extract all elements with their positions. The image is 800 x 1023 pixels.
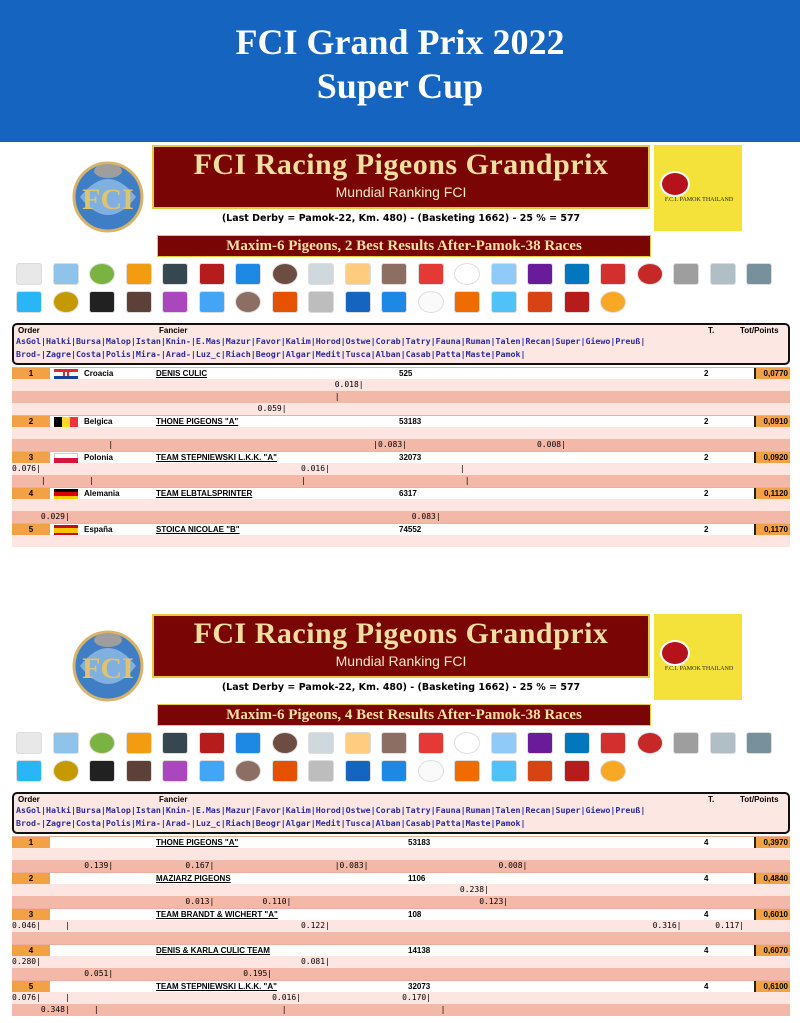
sponsor-logo-icon: [126, 760, 152, 782]
fci-logo: [60, 151, 156, 235]
sponsor-logo-icon: [126, 263, 152, 285]
sponsor-logo-icon: [308, 291, 334, 313]
sponsor-logo-icon: [491, 732, 517, 754]
sponsor-logo-icon: [126, 732, 152, 754]
sponsor-logo-icon: [199, 760, 225, 782]
sponsor-logo-icon: [564, 760, 590, 782]
row-points: 0,0770: [754, 368, 790, 379]
sponsor-logo-icon: [454, 760, 480, 782]
sponsor-logo-icon: [418, 263, 444, 285]
row-results-line: [12, 379, 790, 391]
row-order: 1: [12, 837, 50, 848]
flag-alemania-icon: [54, 489, 78, 499]
ranking-row: [12, 836, 790, 872]
row-results-values: 0.013| 0.110| 0.123|: [12, 897, 509, 906]
row-results-line: [12, 403, 790, 415]
sponsor-logo-icon: [527, 760, 553, 782]
row-results-line: [12, 535, 790, 547]
sponsor-logo-icon: [381, 760, 407, 782]
race-codes-line-1: AsGol|Halki|Bursa|Malop|Istan|Knin-|E.Mas|Mazur|Favor|Kalim|Horod|Ostwe|Corab|Tatry|Fauna|Ruman|Talen|Recan|Super|Giewo|Preuß|: [16, 336, 646, 346]
ranking-row: [12, 980, 790, 1016]
row-t: 2: [704, 525, 709, 534]
row-main-line: [12, 836, 790, 848]
sponsor-logo-icon: [162, 263, 188, 285]
sponsor-logo-icon: [308, 760, 334, 782]
row-order: 2: [12, 873, 50, 884]
sponsor-logo-icon: [235, 760, 261, 782]
svg-text:FCI: FCI: [82, 652, 134, 685]
sponsor-logo-icon: [89, 263, 115, 285]
row-main-line: [12, 980, 790, 992]
sponsor-logo-icon: [564, 732, 590, 754]
ranking-rows: [12, 836, 790, 1016]
sponsor-logos: [12, 730, 790, 788]
flag-croacia-icon: [54, 369, 78, 379]
sponsor-logo-icon: [235, 263, 261, 285]
row-results-line: [12, 860, 790, 872]
ranking-row: [12, 367, 790, 415]
sponsor-logo-icon: [600, 732, 626, 754]
header-fancier: Fancier: [159, 326, 188, 335]
ranking-row: [12, 944, 790, 980]
sponsor-logo-icon: [308, 263, 334, 285]
sponsor-logo-icon: [16, 291, 42, 313]
sponsor-logo-icon: [16, 263, 42, 285]
row-points: 0,4840: [754, 873, 790, 884]
sponsor-logo-icon: [345, 263, 371, 285]
row-country: Belgica: [84, 417, 113, 426]
row-order: 4: [12, 945, 50, 956]
row-fancier: DENIS & KARLA CULIC TEAM: [156, 946, 270, 955]
pamok-logo-text: F.C.I. PAMOK THAILAND: [664, 666, 734, 672]
sponsor-logo-icon: [710, 732, 736, 754]
flag-polonia-icon: [54, 453, 78, 463]
sponsor-logo-icon: [345, 760, 371, 782]
row-country: Alemania: [84, 489, 120, 498]
row-main-line: [12, 367, 790, 379]
row-ring: 14138: [408, 946, 431, 955]
header-order: Order: [18, 326, 40, 335]
row-country: Polonia: [84, 453, 113, 462]
sponsor-logo-icon: [454, 291, 480, 313]
row-ring: 74552: [399, 525, 422, 534]
sponsor-logo-icon: [637, 732, 663, 754]
grandprix-title: FCI Racing Pigeons Grandprix: [193, 148, 609, 181]
row-ring: 53183: [408, 838, 431, 847]
row-t: 2: [704, 489, 709, 498]
row-results-line: [12, 848, 790, 860]
sponsor-logo-icon: [16, 760, 42, 782]
sponsor-logo-icon: [491, 760, 517, 782]
grandprix-subtitle: Mundial Ranking FCI: [335, 184, 467, 200]
derby-info: (Last Derby = Pamok-22, Km. 480) - (Basketing 1662) - 25 % = 577: [221, 682, 581, 693]
row-results-line: [12, 463, 790, 475]
sponsor-logo-icon: [673, 263, 699, 285]
table-header: [12, 323, 790, 365]
row-order: 3: [12, 452, 50, 463]
row-results-values: | |0.083| 0.008|: [12, 440, 566, 449]
row-ring: 1106: [408, 874, 426, 883]
pamok-seal-icon: [660, 640, 690, 666]
row-order: 5: [12, 981, 50, 992]
ranking-rows: [12, 367, 790, 547]
row-results-line: [12, 427, 790, 439]
row-t: 4: [704, 946, 709, 955]
sponsor-logo-icon: [272, 263, 298, 285]
sponsor-logo-icon: [673, 732, 699, 754]
grandprix-title: FCI Racing Pigeons Grandprix: [193, 617, 609, 650]
row-results-line: [12, 511, 790, 523]
row-order: 1: [12, 368, 50, 379]
row-points: 0,6070: [754, 945, 790, 956]
sponsor-logo-icon: [491, 291, 517, 313]
row-points: 0,0920: [754, 452, 790, 463]
row-results-line: [12, 920, 790, 932]
sponsor-logo-icon: [162, 732, 188, 754]
sponsor-logo-icon: [527, 291, 553, 313]
row-points: 0,6100: [754, 981, 790, 992]
row-results-line: [12, 932, 790, 944]
sponsor-logo-icon: [272, 291, 298, 313]
row-results-line: [12, 475, 790, 487]
header-t: T.: [708, 795, 715, 804]
svg-text:FCI: FCI: [82, 183, 134, 216]
row-results-values: 0.059|: [12, 404, 287, 413]
row-points: 0,3970: [754, 837, 790, 848]
race-codes-line-1: AsGol|Halki|Bursa|Malop|Istan|Knin-|E.Mas|Mazur|Favor|Kalim|Horod|Ostwe|Corab|Tatry|Fauna|Ruman|Talen|Recan|Super|Giewo|Preuß|: [16, 805, 646, 815]
row-results-line: [12, 439, 790, 451]
sponsor-logo-icon: [345, 291, 371, 313]
sponsor-logo-icon: [564, 291, 590, 313]
pamok-thailand-logo: [654, 614, 742, 700]
row-order: 3: [12, 909, 50, 920]
sponsor-logo-icon: [454, 263, 480, 285]
banner-subtitle: Super Cup: [316, 66, 484, 106]
row-points: 0,1170: [754, 524, 790, 535]
sponsor-logo-icon: [162, 291, 188, 313]
row-main-line: [12, 487, 790, 499]
row-results-values: 0.051| 0.195|: [12, 969, 273, 978]
row-fancier: THONE PIGEONS "A": [156, 417, 239, 426]
header-tot-points: Tot/Points: [740, 326, 779, 335]
ranking-section-1: [12, 143, 790, 533]
header-tot-points: Tot/Points: [740, 795, 779, 804]
sponsor-logo-icon: [53, 732, 79, 754]
race-codes-line-2: Brod-|Zagre|Costa|Polis|Mira-|Arad-|Luz_c|Riach|Beogr|Algar|Medit|Tusca|Alban|Casab|Patta|Maste|Pamok|: [16, 349, 526, 359]
sponsor-logo-icon: [381, 291, 407, 313]
sponsor-logo-icon: [600, 291, 626, 313]
sponsor-logo-icon: [527, 732, 553, 754]
sponsor-logo-icon: [454, 732, 480, 754]
sponsor-logo-icon: [345, 732, 371, 754]
sponsor-logo-icon: [53, 263, 79, 285]
sponsor-logo-icon: [199, 732, 225, 754]
row-results-values: 0.238|: [12, 885, 489, 894]
sponsor-logo-icon: [272, 760, 298, 782]
row-country: Croacia: [84, 369, 114, 378]
sponsor-logo-icon: [710, 263, 736, 285]
row-fancier: MAZIARZ PIGEONS: [156, 874, 231, 883]
row-results-values: 0.139| 0.167| |0.083| 0.008|: [12, 861, 528, 870]
row-order: 2: [12, 416, 50, 427]
row-country: España: [84, 525, 113, 534]
row-results-line: [12, 884, 790, 896]
sponsor-logo-icon: [746, 732, 772, 754]
row-ring: 108: [408, 910, 422, 919]
race-codes-line-2: Brod-|Zagre|Costa|Polis|Mira-|Arad-|Luz_c|Riach|Beogr|Algar|Medit|Tusca|Alban|Casab|Patta|Maste|Pamok|: [16, 818, 526, 828]
row-results-line: [12, 499, 790, 511]
header-fancier: Fancier: [159, 795, 188, 804]
row-t: 2: [704, 417, 709, 426]
sponsor-logo-icon: [199, 291, 225, 313]
sponsor-logo-icon: [235, 732, 261, 754]
row-t: 2: [704, 453, 709, 462]
row-ring: 32073: [408, 982, 431, 991]
row-fancier: TEAM ELBTALSPRINTER: [156, 489, 253, 498]
race-codes: [16, 804, 788, 830]
row-results-line: [12, 391, 790, 403]
sponsor-logo-icon: [272, 732, 298, 754]
fci-logo: [60, 620, 156, 704]
sponsor-logo-icon: [637, 263, 663, 285]
row-results-values: 0.046| | 0.122| 0.316| 0.117|: [12, 921, 745, 930]
sponsor-logo-icon: [381, 263, 407, 285]
table-header: [12, 792, 790, 834]
row-results-line: [12, 1004, 790, 1016]
row-results-values: 0.076| 0.016| |: [12, 464, 465, 473]
grandprix-title-box: [152, 145, 650, 209]
row-points: 0,0910: [754, 416, 790, 427]
row-order: 4: [12, 488, 50, 499]
ranking-row: [12, 415, 790, 451]
pamok-thailand-logo: [654, 145, 742, 231]
sponsor-logo-icon: [89, 732, 115, 754]
row-results-values: 0.280| 0.081|: [12, 957, 330, 966]
flag-belgica-icon: [54, 417, 78, 427]
row-fancier: STOICA NICOLAE "B": [156, 525, 240, 534]
sponsor-logos: [12, 261, 790, 319]
sponsor-logo-icon: [418, 760, 444, 782]
row-fancier: TEAM BRANDT & WICHERT "A": [156, 910, 278, 919]
row-ring: 6317: [399, 489, 417, 498]
row-main-line: [12, 944, 790, 956]
sponsor-logo-icon: [235, 291, 261, 313]
sponsor-logo-icon: [126, 291, 152, 313]
row-t: 4: [704, 874, 709, 883]
row-t: 4: [704, 982, 709, 991]
sponsor-logo-icon: [418, 732, 444, 754]
ranking-subtitle: Maxim-6 Pigeons, 4 Best Results After-Pamok-38 Races: [157, 704, 651, 726]
row-main-line: [12, 523, 790, 535]
sponsor-logo-icon: [746, 263, 772, 285]
row-results-values: | | | |: [12, 476, 470, 485]
row-fancier: DENIS CULIC: [156, 369, 208, 378]
race-codes: [16, 335, 788, 361]
derby-info: (Last Derby = Pamok-22, Km. 480) - (Basketing 1662) - 25 % = 577: [221, 213, 581, 224]
row-main-line: [12, 872, 790, 884]
sponsor-logo-icon: [89, 291, 115, 313]
sponsor-logo-icon: [16, 732, 42, 754]
row-results-line: [12, 956, 790, 968]
row-ring: 53183: [399, 417, 422, 426]
sponsor-logo-icon: [418, 291, 444, 313]
row-results-values: 0.076| | 0.016| 0.170|: [12, 993, 432, 1002]
ranking-row: [12, 487, 790, 523]
row-main-line: [12, 908, 790, 920]
sponsor-logo-icon: [527, 263, 553, 285]
grandprix-subtitle: Mundial Ranking FCI: [335, 653, 467, 669]
row-points: 0,6010: [754, 909, 790, 920]
header-order: Order: [18, 795, 40, 804]
sponsor-logo-icon: [600, 760, 626, 782]
row-results-values: |: [12, 392, 369, 401]
sponsor-logo-icon: [381, 732, 407, 754]
row-results-line: [12, 896, 790, 908]
row-order: 5: [12, 524, 50, 535]
sponsor-logo-icon: [53, 291, 79, 313]
sponsor-logo-icon: [162, 760, 188, 782]
row-results-line: [12, 992, 790, 1004]
sponsor-logo-icon: [308, 732, 334, 754]
row-fancier: THONE PIGEONS "A": [156, 838, 239, 847]
row-t: 2: [704, 369, 709, 378]
header-t: T.: [708, 326, 715, 335]
row-results-values: 0.018|: [12, 380, 364, 389]
row-fancier: TEAM STEPNIEWSKI L.K.K. "A": [156, 982, 277, 991]
row-main-line: [12, 415, 790, 427]
ranking-row: [12, 872, 790, 908]
sponsor-logo-icon: [53, 760, 79, 782]
row-t: 4: [704, 910, 709, 919]
sponsor-logo-icon: [491, 263, 517, 285]
sponsor-logo-icon: [600, 263, 626, 285]
sponsor-logo-icon: [89, 760, 115, 782]
flag-espana-icon: [54, 525, 78, 535]
ranking-row: [12, 908, 790, 944]
sponsor-logo-icon: [199, 263, 225, 285]
ranking-row: [12, 451, 790, 487]
row-t: 4: [704, 838, 709, 847]
ranking-subtitle: Maxim-6 Pigeons, 2 Best Results After-Pamok-38 Races: [157, 235, 651, 257]
sponsor-logo-icon: [564, 263, 590, 285]
pamok-logo-text: F.C.I. PAMOK THAILAND: [664, 197, 734, 203]
banner-title: FCI Grand Prix 2022: [235, 22, 565, 62]
ranking-section-2: [12, 612, 790, 1014]
row-results-line: [12, 968, 790, 980]
row-ring: 32073: [399, 453, 422, 462]
row-ring: 525: [399, 369, 413, 378]
ranking-row: [12, 523, 790, 547]
grandprix-title-box: [152, 614, 650, 678]
row-fancier: TEAM STEPNIEWSKI L.K.K. "A": [156, 453, 277, 462]
row-main-line: [12, 451, 790, 463]
row-results-values: 0.029| 0.083|: [12, 512, 441, 521]
row-results-values: 0.348| | | |: [12, 1005, 446, 1014]
page-banner: [0, 0, 800, 142]
row-points: 0,1120: [754, 488, 790, 499]
pamok-seal-icon: [660, 171, 690, 197]
